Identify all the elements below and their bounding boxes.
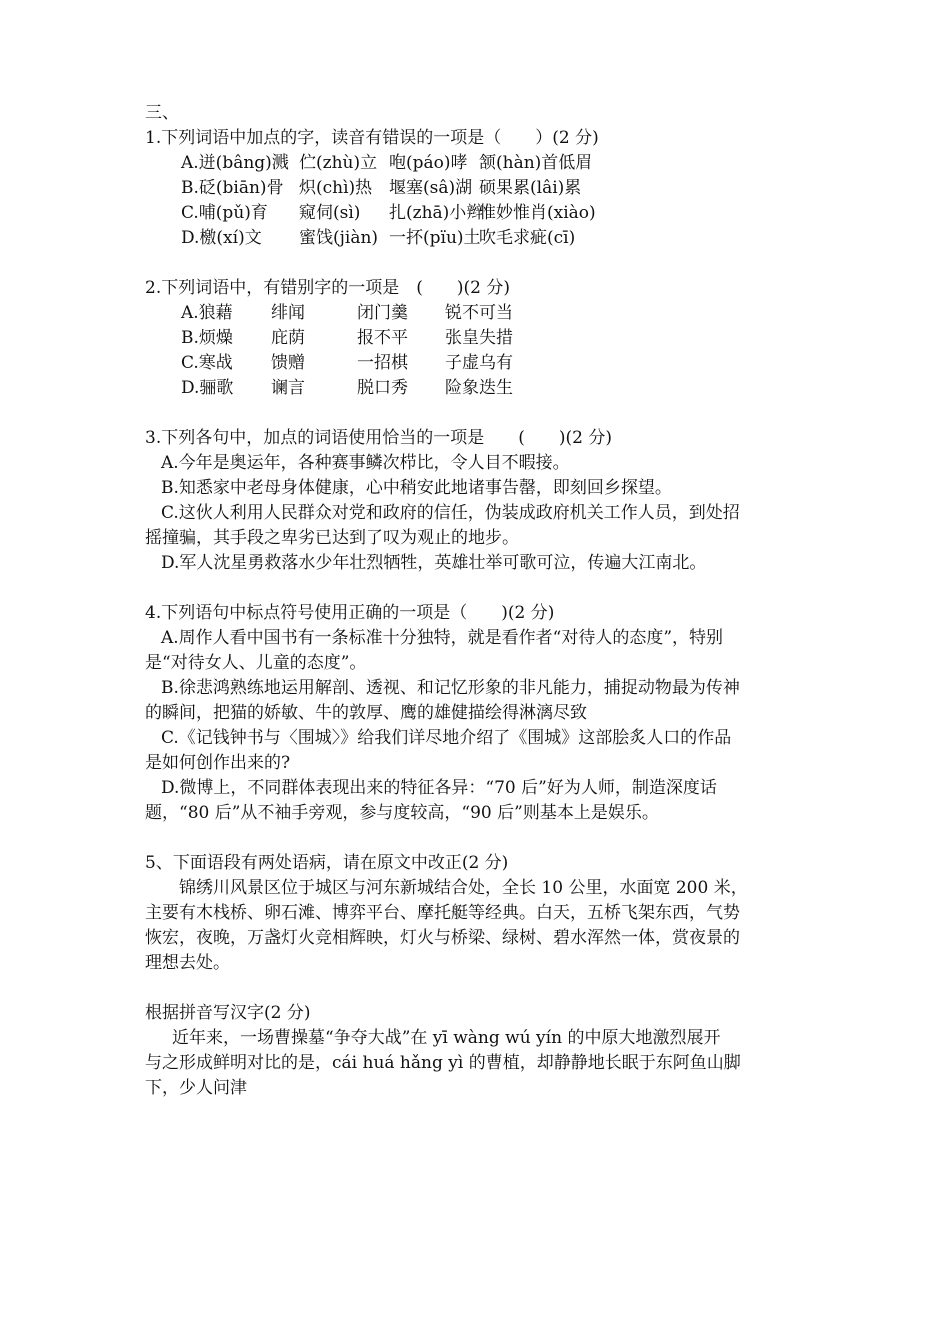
question-1-option-b <box>145 176 835 201</box>
question-5-passage-line: 恢宏，夜晚，万盏灯火竞相辉映，灯火与桥梁、绿树、碧水浑然一体，赏夜景的 <box>145 928 740 948</box>
word: 报不平 <box>357 328 408 348</box>
word: 险象迭生 <box>445 378 513 398</box>
question-2-option-c <box>145 351 835 376</box>
question-4-stem: 4.下列语句中标点符号使用正确的一项是（ )(2 分) <box>145 603 555 623</box>
question-4-option-c: C.《记钱钟书与〈围城〉》给我们详尽地介绍了《围城》这部脍炙人口的作品 <box>161 728 732 748</box>
word: B.砭(biān)骨 <box>181 178 284 198</box>
word: 咆(páo)哮 <box>389 153 468 173</box>
question-2-option-a <box>145 301 835 326</box>
word: 堰塞(sâ)湖 <box>389 178 473 198</box>
word: 脱口秀 <box>357 378 408 398</box>
word: 扎(zhā)小辫 <box>389 203 484 223</box>
question-3-option-c-cont: 摇撞骗，其手段之卑劣已达到了叹为观止的地步。 <box>145 528 519 548</box>
section-heading: 三、 <box>145 103 179 123</box>
question-4-option-a: A.周作人看中国书有一条标准十分独特，就是看作者“对待人的态度”，特别 <box>161 628 724 648</box>
question-2-option-b <box>145 326 835 351</box>
word: 吹毛求疵(cī) <box>479 228 576 248</box>
question-4-option-c-cont: 是如何创作出来的? <box>145 753 291 773</box>
word: 颔(hàn)首低眉 <box>479 153 593 173</box>
question-1-option-c <box>145 201 835 226</box>
exam-document <box>145 101 835 1101</box>
word: 窥伺(sì) <box>299 203 361 223</box>
question-4-option-d: D.微博上，不同群体表现出来的特征各异：“70 后”好为人师，制造深度话 <box>161 778 717 798</box>
word: D.骊歌 <box>181 378 234 398</box>
question-3-option-c: C.这伙人利用人民群众对党和政府的信任，伪装成政府机关工作人员，到处招 <box>161 503 740 523</box>
question-4-option-a-cont: 是“对待女人、儿童的态度”。 <box>145 653 367 673</box>
word: C.寒战 <box>181 353 233 373</box>
question-5-passage-line: 锦绣川风景区位于城区与河东新城结合处，全长 10 公里，水面宽 200 米， <box>179 878 748 898</box>
word: 锐不可当 <box>445 303 513 323</box>
question-3-option-d: D.军人沈星勇救落水少年壮烈牺牲，英雄壮举可歌可泣，传遍大江南北。 <box>161 553 707 573</box>
word: 张皇失措 <box>445 328 513 348</box>
question-3-option-a: A.今年是奥运年，各种赛事鳞次栉比，令人目不暇接。 <box>161 453 570 473</box>
word: 惟妙惟肖(xiào) <box>479 203 596 223</box>
question-6-passage-line: 下，少人问津 <box>145 1078 247 1098</box>
question-5-stem: 5、下面语段有两处语病，请在原文中改正(2 分) <box>145 853 509 873</box>
question-6-passage-line: 近年来，一场曹操墓“争夺大战”在 yī wàng wú yín 的中原大地激烈展开 <box>172 1028 721 1048</box>
word: 闭门羹 <box>357 303 408 323</box>
question-6-passage-line: 与之形成鲜明对比的是，cái huá hǎng yì 的曹植，却静静地长眠于东阿鱼山脚 <box>145 1053 741 1073</box>
word: 伫(zhù)立 <box>299 153 378 173</box>
word: B.烦燥 <box>181 328 233 348</box>
word: 蜜饯(jiàn) <box>299 228 379 248</box>
word: D.檄(xí)文 <box>181 228 262 248</box>
word: 炽(chì)热 <box>299 178 373 198</box>
question-4-option-b-cont: 的瞬间，把猫的娇敏、牛的敦厚、鹰的雄健描绘得淋漓尽致 <box>145 703 587 723</box>
question-1-option-a <box>145 151 835 176</box>
word: 馈赠 <box>271 353 305 373</box>
word: 一招棋 <box>357 353 408 373</box>
word: A.狼藉 <box>181 303 233 323</box>
word: 硕果累(lâi)累 <box>479 178 582 198</box>
question-3-stem: 3.下列各句中，加点的词语使用恰当的一项是 ( )(2 分) <box>145 428 612 448</box>
question-2-stem: 2.下列词语中，有错别字的一项是 ( )(2 分) <box>145 278 510 298</box>
word: 子虚乌有 <box>445 353 513 373</box>
word: A.迸(bâng)溅 <box>181 153 289 173</box>
question-5-passage-line: 主要有木栈桥、卵石滩、博弈平台、摩托艇等经典。白天，五桥飞架东西，气势 <box>145 903 740 923</box>
word: 绯闻 <box>271 303 305 323</box>
question-1-stem: 1.下列词语中加点的字，读音有错误的一项是（ ）(2 分) <box>145 128 599 148</box>
word: C.哺(pǔ)育 <box>181 203 268 223</box>
word: 一抔(pïu)土 <box>389 228 481 248</box>
question-4-option-d-cont: 题，“80 后”从不袖手旁观，参与度较高，“90 后”则基本上是娱乐。 <box>145 803 659 823</box>
question-2-option-d <box>145 376 835 401</box>
question-3-option-b: B.知悉家中老母身体健康，心中稍安此地诸事告罄，即刻回乡探望。 <box>161 478 672 498</box>
word: 庇荫 <box>271 328 305 348</box>
question-4-option-b: B.徐悲鸿熟练地运用解剖、透视、和记忆形象的非凡能力，捕捉动物最为传神 <box>161 678 740 698</box>
word: 谰言 <box>271 378 305 398</box>
question-5-passage-line: 理想去处。 <box>145 953 230 973</box>
question-1-option-d <box>145 226 835 251</box>
question-6-stem: 根据拼音写汉字(2 分) <box>145 1003 311 1023</box>
